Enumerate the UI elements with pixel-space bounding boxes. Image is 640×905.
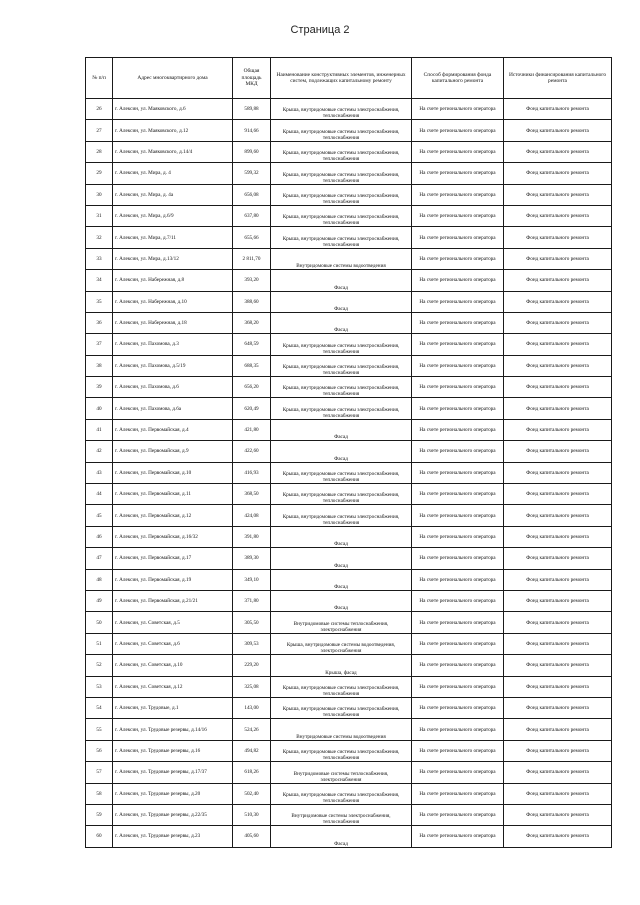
row-elements: Внутридомовые системы теплоснабжения, электроснабжения [271, 612, 412, 633]
page-title: Страница 2 [290, 24, 350, 36]
row-address: г. Алексин, ул. Набережная, д.8 [113, 270, 233, 291]
row-number: 49 [86, 590, 113, 611]
row-area: 422,60 [233, 441, 271, 462]
row-number: 60 [86, 826, 113, 847]
header-area: Общая площадь МКД [233, 58, 271, 99]
row-number: 53 [86, 676, 113, 697]
row-address: г. Алексин, ул. Трудовые резервы, д.22/35 [113, 804, 233, 825]
row-source: Фонд капитального ремонта [504, 270, 612, 291]
row-area: 349,10 [233, 569, 271, 590]
table-row [86, 270, 612, 291]
row-source: Фонд капитального ремонта [504, 526, 612, 547]
row-method: На счете регионального оператора [412, 719, 504, 740]
row-area: 524,26 [233, 719, 271, 740]
table-row [86, 526, 612, 547]
row-source: Фонд капитального ремонта [504, 697, 612, 718]
row-area: 618,26 [233, 762, 271, 783]
row-elements: Фасад [271, 419, 412, 440]
table-row [86, 184, 612, 205]
row-method: На счете регионального оператора [412, 377, 504, 398]
row-source: Фонд капитального ремонта [504, 377, 612, 398]
row-method: На счете регионального оператора [412, 783, 504, 804]
row-area: 389,30 [233, 548, 271, 569]
row-address: г. Алексин, ул. Советская, д.10 [113, 655, 233, 676]
table-row [86, 377, 612, 398]
row-source: Фонд капитального ремонта [504, 398, 612, 419]
row-elements: Крыша, внутридомовые системы электроснабжения, теплоснабжения [271, 783, 412, 804]
table-row [86, 826, 612, 847]
row-elements: Крыша, внутридомовые системы электроснабжения, теплоснабжения [271, 740, 412, 761]
row-source: Фонд капитального ремонта [504, 120, 612, 141]
table-row [86, 569, 612, 590]
row-area: 309,53 [233, 633, 271, 654]
row-area: 325,08 [233, 676, 271, 697]
row-area: 510,30 [233, 804, 271, 825]
row-method: На счете регионального оператора [412, 334, 504, 355]
row-address: г. Алексин, ул. Первомайская, д.10 [113, 462, 233, 483]
table-row [86, 163, 612, 184]
row-source: Фонд капитального ремонта [504, 291, 612, 312]
header-address: Адрес многоквартирного дома [113, 58, 233, 99]
row-elements: Фасад [271, 826, 412, 847]
row-address: г. Алексин, ул. Трудовые резервы, д.23 [113, 826, 233, 847]
row-method: На счете регионального оператора [412, 569, 504, 590]
row-elements: Крыша, внутридомовые системы электроснабжения, теплоснабжения [271, 184, 412, 205]
table-row [86, 804, 612, 825]
row-elements: Фасад [271, 312, 412, 333]
row-method: На счете регионального оператора [412, 205, 504, 226]
row-address: г. Алексин, ул. Пахомова, д.5/19 [113, 355, 233, 376]
row-elements: Фасад [271, 548, 412, 569]
row-number: 26 [86, 99, 113, 120]
row-number: 57 [86, 762, 113, 783]
table-body [86, 99, 612, 848]
row-method: На счете регионального оператора [412, 484, 504, 505]
row-method: На счете регионального оператора [412, 163, 504, 184]
row-number: 58 [86, 783, 113, 804]
row-address: г. Алексин, ул. Первомайская, д.16/32 [113, 526, 233, 547]
row-address: г. Алексин, ул. Мира, д.7/11 [113, 227, 233, 248]
row-source: Фонд капитального ремонта [504, 762, 612, 783]
row-method: На счете регионального оператора [412, 633, 504, 654]
table-row [86, 99, 612, 120]
table-row [86, 398, 612, 419]
row-method: На счете регионального оператора [412, 505, 504, 526]
row-source: Фонд капитального ремонта [504, 740, 612, 761]
row-elements: Крыша, внутридомовые системы электроснабжения, теплоснабжения [271, 355, 412, 376]
row-elements: Внутридомовые системы электроснабжения, теплоснабжения [271, 804, 412, 825]
row-method: На счете регионального оператора [412, 697, 504, 718]
row-number: 51 [86, 633, 113, 654]
row-number: 38 [86, 355, 113, 376]
row-source: Фонд капитального ремонта [504, 441, 612, 462]
table-row [86, 462, 612, 483]
row-method: На счете регионального оператора [412, 676, 504, 697]
row-elements: Внутридомовые системы водоотведения [271, 248, 412, 269]
row-number: 59 [86, 804, 113, 825]
row-method: На счете регионального оператора [412, 99, 504, 120]
row-area: 305,50 [233, 612, 271, 633]
table-row [86, 355, 612, 376]
row-elements: Крыша, внутридомовые системы электроснабжения, теплоснабжения [271, 334, 412, 355]
row-area: 371,80 [233, 590, 271, 611]
row-source: Фонд капитального ремонта [504, 590, 612, 611]
table-row [86, 419, 612, 440]
row-method: На счете регионального оператора [412, 248, 504, 269]
row-address: г. Алексин, ул. Первомайская, д.11 [113, 484, 233, 505]
row-elements: Крыша, внутридомовые системы электроснабжения, теплоснабжения [271, 141, 412, 162]
row-elements: Крыша, внутридомовые системы электроснабжения, теплоснабжения [271, 398, 412, 419]
row-method: На счете регионального оператора [412, 612, 504, 633]
row-number: 48 [86, 569, 113, 590]
table-row [86, 505, 612, 526]
row-number: 35 [86, 291, 113, 312]
row-area: 388,60 [233, 291, 271, 312]
row-address: г. Алексин, ул. Маяковского, д.6 [113, 99, 233, 120]
header-source: Источники финансирования капитального ремонта [504, 58, 612, 99]
row-address: г. Алексин, ул. Набережная, д.18 [113, 312, 233, 333]
row-elements: Крыша, внутридомовые системы электроснабжения, теплоснабжения [271, 462, 412, 483]
row-area: 229,20 [233, 655, 271, 676]
row-address: г. Алексин, ул. Маяковского, д.14/4 [113, 141, 233, 162]
row-address: г. Алексин, ул. Мира, д. 4а [113, 184, 233, 205]
row-source: Фонд капитального ремонта [504, 205, 612, 226]
row-number: 54 [86, 697, 113, 718]
row-method: На счете регионального оператора [412, 419, 504, 440]
row-address: г. Алексин, ул. Мира, д.6/9 [113, 205, 233, 226]
row-area: 688,35 [233, 355, 271, 376]
row-area: 656,20 [233, 377, 271, 398]
row-area: 391,80 [233, 526, 271, 547]
row-source: Фонд капитального ремонта [504, 676, 612, 697]
row-source: Фонд капитального ремонта [504, 355, 612, 376]
row-elements: Крыша, внутридомовые системы водоотведения, электроснабжения [271, 633, 412, 654]
row-method: На счете регионального оператора [412, 526, 504, 547]
row-source: Фонд капитального ремонта [504, 99, 612, 120]
row-source: Фонд капитального ремонта [504, 184, 612, 205]
row-method: На счете регионального оператора [412, 804, 504, 825]
table-row [86, 291, 612, 312]
header-num: № п/п [86, 58, 113, 99]
row-number: 44 [86, 484, 113, 505]
row-number: 33 [86, 248, 113, 269]
row-address: г. Алексин, ул. Маяковского, д.12 [113, 120, 233, 141]
row-source: Фонд капитального ремонта [504, 484, 612, 505]
row-elements: Внутридомовые системы теплоснабжения, электроснабжения [271, 762, 412, 783]
table-row [86, 590, 612, 611]
row-number: 40 [86, 398, 113, 419]
row-source: Фонд капитального ремонта [504, 548, 612, 569]
row-method: На счете регионального оператора [412, 270, 504, 291]
row-number: 29 [86, 163, 113, 184]
row-number: 47 [86, 548, 113, 569]
row-address: г. Алексин, ул. Пахомова, д.6а [113, 398, 233, 419]
table-row [86, 312, 612, 333]
row-number: 50 [86, 612, 113, 633]
row-elements: Крыша, внутридомовые системы электроснабжения, теплоснабжения [271, 484, 412, 505]
row-area: 502,40 [233, 783, 271, 804]
row-address: г. Алексин, ул. Первомайская, д.12 [113, 505, 233, 526]
row-method: На счете регионального оператора [412, 762, 504, 783]
row-address: г. Алексин, ул. Трудовые, д.1 [113, 697, 233, 718]
row-number: 37 [86, 334, 113, 355]
row-elements: Крыша, внутридомовые системы электроснабжения, теплоснабжения [271, 676, 412, 697]
table-header-row [86, 58, 612, 99]
row-area: 416,93 [233, 462, 271, 483]
row-source: Фонд капитального ремонта [504, 783, 612, 804]
row-method: На счете регионального оператора [412, 398, 504, 419]
row-number: 36 [86, 312, 113, 333]
row-address: г. Алексин, ул. Трудовые резервы, д.20 [113, 783, 233, 804]
row-elements: Крыша, внутридомовые системы электроснабжения, теплоснабжения [271, 697, 412, 718]
table-row [86, 441, 612, 462]
row-address: г. Алексин, ул. Советская, д.6 [113, 633, 233, 654]
row-method: На счете регионального оператора [412, 120, 504, 141]
row-elements: Крыша, внутридомовые системы электроснабжения, теплоснабжения [271, 163, 412, 184]
row-source: Фонд капитального ремонта [504, 312, 612, 333]
row-source: Фонд капитального ремонта [504, 248, 612, 269]
row-source: Фонд капитального ремонта [504, 505, 612, 526]
row-address: г. Алексин, ул. Советская, д.12 [113, 676, 233, 697]
row-address: г. Алексин, ул. Первомайская, д.17 [113, 548, 233, 569]
table-row [86, 719, 612, 740]
table-row [86, 141, 612, 162]
row-number: 42 [86, 441, 113, 462]
table-row [86, 762, 612, 783]
table-row [86, 484, 612, 505]
table-row [86, 120, 612, 141]
row-elements: Фасад [271, 526, 412, 547]
row-address: г. Алексин, ул. Пахомова, д.6 [113, 377, 233, 398]
row-address: г. Алексин, ул. Первомайская, д.19 [113, 569, 233, 590]
table-row [86, 697, 612, 718]
row-elements: Крыша, внутридомовые системы электроснабжения, теплоснабжения [271, 120, 412, 141]
row-source: Фонд капитального ремонта [504, 419, 612, 440]
row-number: 31 [86, 205, 113, 226]
row-elements: Фасад [271, 590, 412, 611]
row-address: г. Алексин, ул. Трудовые резервы, д.14/16 [113, 719, 233, 740]
row-number: 45 [86, 505, 113, 526]
table-row [86, 227, 612, 248]
row-elements: Крыша, внутридомовые системы электроснабжения, теплоснабжения [271, 99, 412, 120]
row-number: 34 [86, 270, 113, 291]
row-area: 656,08 [233, 184, 271, 205]
table-row [86, 783, 612, 804]
row-number: 39 [86, 377, 113, 398]
row-method: На счете регионального оператора [412, 184, 504, 205]
row-method: На счете регионального оператора [412, 227, 504, 248]
table-row [86, 655, 612, 676]
row-source: Фонд капитального ремонта [504, 163, 612, 184]
row-number: 52 [86, 655, 113, 676]
row-area: 393,20 [233, 270, 271, 291]
repair-program-table [85, 57, 612, 848]
row-number: 28 [86, 141, 113, 162]
row-number: 30 [86, 184, 113, 205]
row-method: На счете регионального оператора [412, 655, 504, 676]
row-source: Фонд капитального ремонта [504, 826, 612, 847]
row-elements: Фасад [271, 291, 412, 312]
row-area: 620,49 [233, 398, 271, 419]
row-source: Фонд капитального ремонта [504, 633, 612, 654]
row-area: 143,00 [233, 697, 271, 718]
row-source: Фонд капитального ремонта [504, 334, 612, 355]
row-source: Фонд капитального ремонта [504, 655, 612, 676]
row-area: 2 811,70 [233, 248, 271, 269]
row-number: 55 [86, 719, 113, 740]
row-source: Фонд капитального ремонта [504, 569, 612, 590]
table-row [86, 205, 612, 226]
row-address: г. Алексин, ул. Советская, д.5 [113, 612, 233, 633]
row-elements: Фасад [271, 569, 412, 590]
table-row [86, 248, 612, 269]
row-method: На счете регионального оператора [412, 740, 504, 761]
row-area: 368,20 [233, 312, 271, 333]
row-number: 43 [86, 462, 113, 483]
row-address: г. Алексин, ул. Пахомова, д.3 [113, 334, 233, 355]
row-area: 424,08 [233, 505, 271, 526]
row-area: 599,32 [233, 163, 271, 184]
row-area: 899,60 [233, 141, 271, 162]
row-elements: Крыша, фасад [271, 655, 412, 676]
row-source: Фонд капитального ремонта [504, 141, 612, 162]
row-source: Фонд капитального ремонта [504, 612, 612, 633]
row-method: На счете регионального оператора [412, 291, 504, 312]
row-area: 589,88 [233, 99, 271, 120]
row-elements: Крыша, внутридомовые системы электроснабжения, теплоснабжения [271, 377, 412, 398]
table-row [86, 633, 612, 654]
row-area: 368,50 [233, 484, 271, 505]
row-number: 27 [86, 120, 113, 141]
row-elements: Крыша, внутридомовые системы электроснабжения, теплоснабжения [271, 227, 412, 248]
row-address: г. Алексин, ул. Трудовые резервы, д.17/37 [113, 762, 233, 783]
row-address: г. Алексин, ул. Трудовые резервы, д.16 [113, 740, 233, 761]
row-method: На счете регионального оператора [412, 462, 504, 483]
row-area: 648,59 [233, 334, 271, 355]
row-area: 655,66 [233, 227, 271, 248]
table-row [86, 548, 612, 569]
row-address: г. Алексин, ул. Первомайская, д.21/21 [113, 590, 233, 611]
row-number: 46 [86, 526, 113, 547]
row-method: На счете регионального оператора [412, 312, 504, 333]
row-address: г. Алексин, ул. Первомайская, д.4 [113, 419, 233, 440]
table-row [86, 740, 612, 761]
table-row [86, 612, 612, 633]
row-method: На счете регионального оператора [412, 590, 504, 611]
table-row [86, 334, 612, 355]
row-elements: Фасад [271, 270, 412, 291]
row-number: 41 [86, 419, 113, 440]
row-source: Фонд капитального ремонта [504, 227, 612, 248]
row-method: На счете регионального оператора [412, 141, 504, 162]
row-elements: Внутридомовые системы водоотведения [271, 719, 412, 740]
header-method: Способ формирования фонда капитального ремонта [412, 58, 504, 99]
row-number: 32 [86, 227, 113, 248]
row-area: 494,82 [233, 740, 271, 761]
row-number: 56 [86, 740, 113, 761]
header-elements: Наименование конструктивных элементов, инженерных систем, подлежащих капитальному ремонту [271, 58, 412, 99]
row-method: На счете регионального оператора [412, 355, 504, 376]
row-area: 914,66 [233, 120, 271, 141]
row-method: На счете регионального оператора [412, 548, 504, 569]
row-area: 421,80 [233, 419, 271, 440]
row-source: Фонд капитального ремонта [504, 719, 612, 740]
table-row [86, 676, 612, 697]
row-method: На счете регионального оператора [412, 826, 504, 847]
row-elements: Крыша, внутридомовые системы электроснабжения, теплоснабжения [271, 505, 412, 526]
row-source: Фонд капитального ремонта [504, 804, 612, 825]
row-method: На счете регионального оператора [412, 441, 504, 462]
row-address: г. Алексин, ул. Набережная, д.10 [113, 291, 233, 312]
row-address: г. Алексин, ул. Первомайская, д.9 [113, 441, 233, 462]
row-elements: Крыша, внутридомовые системы электроснабжения, теплоснабжения [271, 205, 412, 226]
row-area: 405,60 [233, 826, 271, 847]
row-elements: Фасад [271, 441, 412, 462]
row-area: 637,80 [233, 205, 271, 226]
row-address: г. Алексин, ул. Мира, д.13/12 [113, 248, 233, 269]
row-source: Фонд капитального ремонта [504, 462, 612, 483]
row-address: г. Алексин, ул. Мира, д. 4 [113, 163, 233, 184]
